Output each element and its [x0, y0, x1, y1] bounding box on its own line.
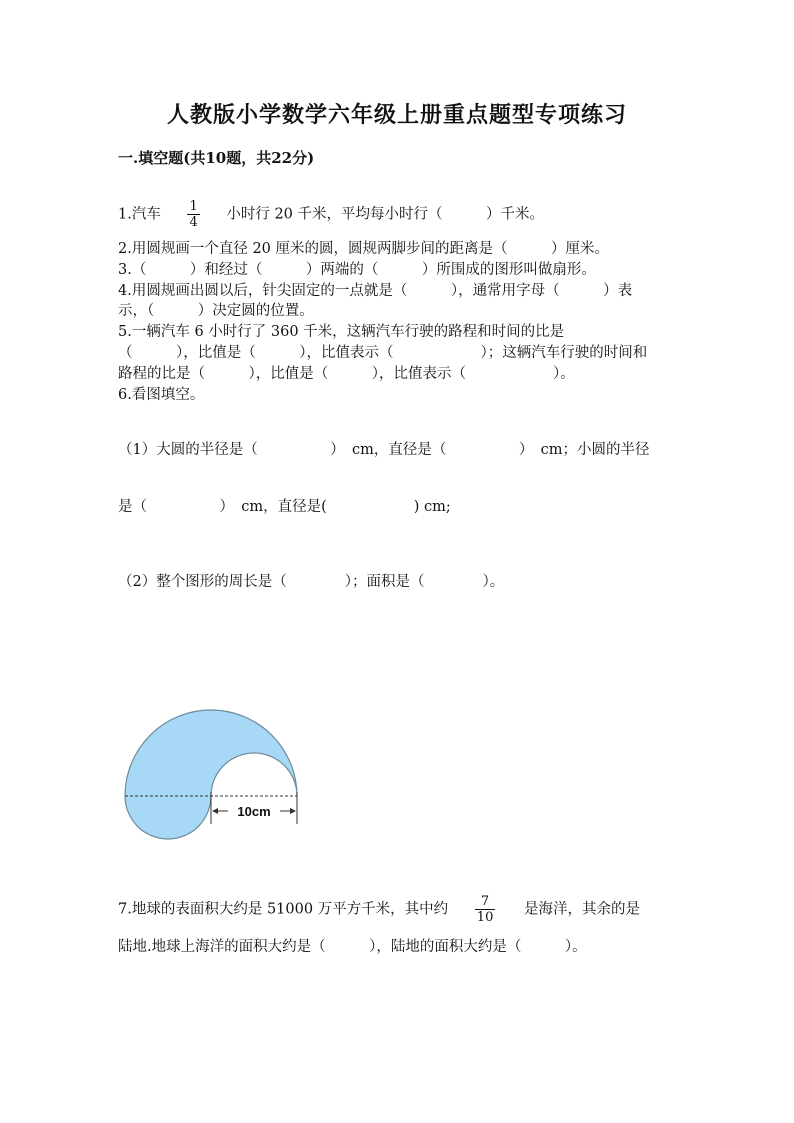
question-6-heading: 6.看图填空。	[118, 387, 205, 403]
q7-suffix: 是海洋，其余的是	[523, 901, 640, 918]
question-4-line-2: 示，（ ）决定圆的位置。	[118, 303, 314, 319]
section-heading: 一.填空题(共10题，共22分)	[118, 149, 315, 167]
question-5-line-3: 路程的比是（ ），比值是（ ），比值表示（ ）。	[118, 366, 575, 382]
question-3: 3.（ ）和经过（ ）两端的（ ）所围成的图形叫做扇形。	[118, 262, 596, 278]
q7-fraction	[475, 894, 496, 925]
q1-suffix: 小时行 20 千米，平均每小时行（ ）千米。	[226, 206, 545, 223]
q7-fraction-numerator: 7	[475, 894, 496, 910]
q7-prefix: 7.地球的表面积大约是 51000 万平方千米，其中约	[118, 901, 449, 918]
q1-fraction-denominator: 4	[189, 215, 198, 230]
circle-figure	[120, 708, 302, 844]
dimension-arrow-right	[290, 808, 296, 814]
question-6-part-1-line-1: （1）大圆的半径是（ ） cm，直径是（ ） cm；小圆的半径	[118, 442, 650, 458]
dimension-label: 10cm	[237, 804, 271, 819]
question-5-line-2: （ ），比值是（ ），比值表示（ ）；这辆汽车行驶的时间和	[118, 345, 648, 361]
q1-fraction-numerator: 1	[189, 199, 198, 214]
q1-fraction	[187, 199, 199, 230]
q1-prefix: 1.汽车	[118, 206, 161, 223]
question-5-line-1: 5.一辆汽车 6 小时行了 360 千米，这辆汽车行驶的路程和时间的比是	[118, 324, 565, 340]
question-6-part-2: （2）整个图形的周长是（ ）；面积是（ ）。	[118, 574, 505, 590]
question-7-line-2: 陆地.地球上海洋的面积大约是（ ），陆地的面积大约是（ ）。	[118, 939, 587, 955]
question-7-line-1	[118, 894, 640, 925]
question-6-part-1-line-2: 是（ ） cm，直径是( ) cm;	[118, 499, 451, 515]
question-4-line-1: 4.用圆规画出圆以后，针尖固定的一点就是（ ），通常用字母（ ）表	[118, 283, 633, 299]
q7-fraction-denominator: 10	[476, 910, 494, 925]
dimension-arrow-left	[212, 808, 218, 814]
question-1	[118, 199, 544, 230]
page-title: 人教版小学数学六年级上册重点题型专项练习	[166, 102, 627, 128]
question-2: 2.用圆规画一个直径 20 厘米的圆，圆规两脚步间的距离是（ ）厘米。	[118, 241, 610, 257]
